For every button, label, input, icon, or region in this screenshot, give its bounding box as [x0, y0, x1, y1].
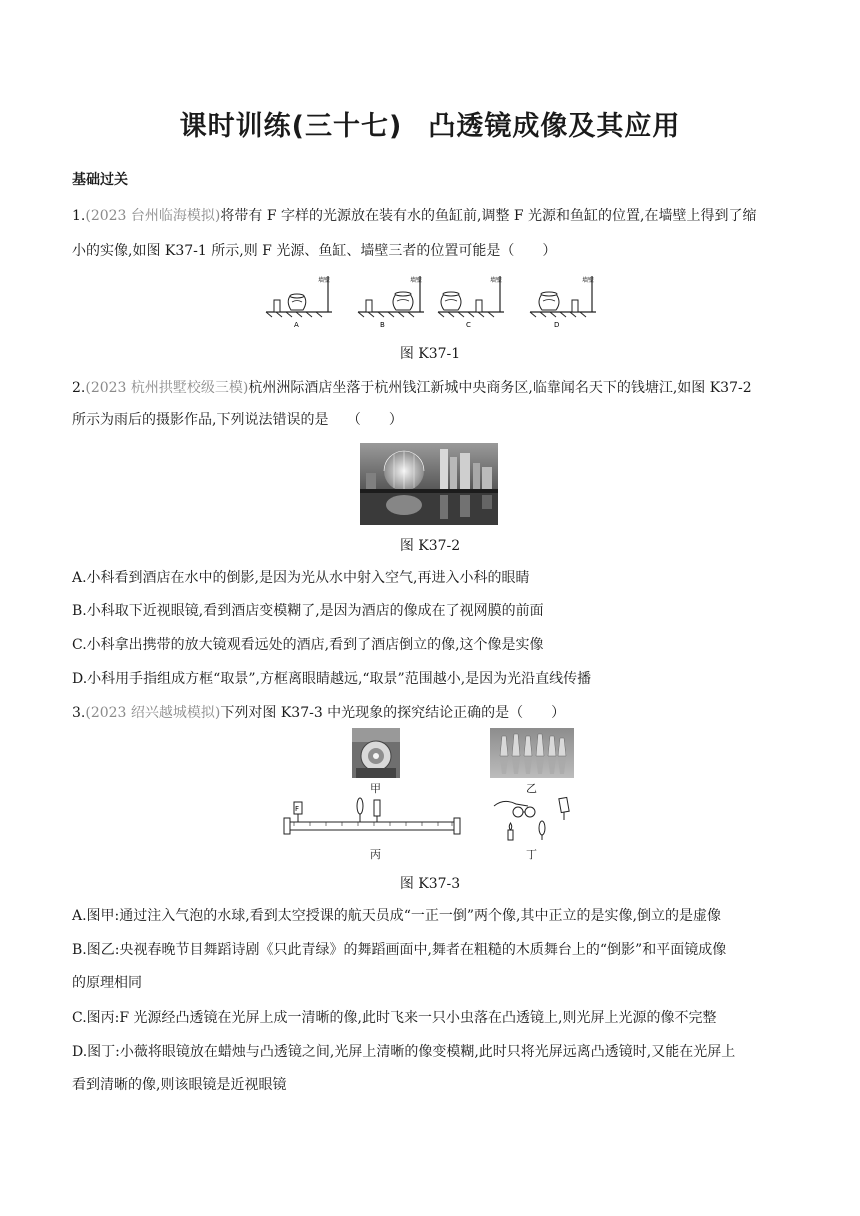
- figure-k37-1-caption: 图 K37-1: [399, 346, 461, 362]
- q2-source: (2023 杭州拱墅校级三模): [85, 380, 249, 396]
- fig1-label-d: D: [554, 321, 560, 329]
- figure-k37-2-photo: [360, 443, 498, 525]
- q3-option-b: B.图乙:央视春晚节目舞蹈诗剧《只此青绿》的舞蹈画面中,舞者在粗糙的木质舞台上的“倒影”和平面镜成像: [72, 942, 727, 958]
- q1-line1: [72, 206, 757, 226]
- page-title: [0, 104, 860, 143]
- q3-option-a: A.图甲:通过注入气泡的水球,看到太空授课的航天员成“一正一倒”两个像,其中正立的是实像,倒立的是虚像: [72, 908, 721, 924]
- title-main: 课时训练(三十七): [179, 111, 403, 142]
- section-heading: 基础过关: [72, 172, 128, 188]
- q2-option-c: C.小科拿出携带的放大镜观看远处的酒店,看到了酒店倒立的像,这个像是实像: [72, 637, 544, 653]
- q2-option-a: A.小科看到酒店在水中的倒影,是因为光从水中射入空气,再进入小科的眼睛: [72, 570, 530, 586]
- svg-text:F: F: [295, 805, 300, 813]
- q2-line2: 所示为雨后的摄影作品,下列说法错误的是 （ ）: [72, 412, 403, 428]
- fig3-label-bing: 丙: [370, 848, 381, 861]
- fig3-label-jia: 甲: [370, 782, 381, 795]
- q2-number: 2.: [72, 380, 86, 396]
- q3-option-c: C.图丙:F 光源经凸透镜在光屏上成一清晰的像,此时飞来一只小虫落在凸透镜上,则光屏上光源的像不完整: [72, 1010, 717, 1026]
- svg-text:墙壁: 墙壁: [582, 277, 595, 284]
- q3-number: 3.: [72, 705, 86, 721]
- q2-option-b: B.小科取下近视眼镜,看到酒店变模糊了,是因为酒店的像成在了视网膜的前面: [72, 603, 544, 619]
- fig3-photo-yi: [490, 728, 574, 778]
- fig1-option-a-diagram: [264, 270, 336, 332]
- fig3-candle-glasses: [488, 792, 578, 844]
- fig1-option-c-diagram: [436, 270, 508, 332]
- fig1-option-d-diagram: [528, 270, 600, 332]
- svg-text:墙壁: 墙壁: [490, 277, 503, 284]
- q3-text1: 下列对图 K37-3 中光现象的探究结论正确的是（ ）: [220, 705, 566, 721]
- fig3-photo-jia: [352, 728, 400, 778]
- q3-option-d: D.图丁:小薇将眼镜放在蜡烛与凸透镜之间,光屏上清晰的像变模糊,此时只将光屏远离凸透镜时,又能在光屏上: [72, 1044, 736, 1060]
- q2-line1: [72, 378, 752, 398]
- fig3-label-ding: 丁: [526, 848, 537, 861]
- q3-line1: [72, 703, 565, 723]
- title-sub: 凸透镜成像及其应用: [428, 111, 681, 142]
- figure-k37-1: [264, 270, 600, 332]
- fig1-label-a: A: [294, 321, 299, 329]
- q3-option-b-cont: 的原理相同: [72, 975, 142, 991]
- q3-source: (2023 绍兴越城模拟): [85, 705, 221, 721]
- q2-option-d: D.小科用手指组成方框“取景”,方框离眼睛越远,“取景”范围越小,是因为光沿直线传播: [72, 671, 592, 687]
- fig3-optical-bench: [280, 794, 466, 840]
- q2-text1: 杭州洲际酒店坐落于杭州钱江新城中央商务区,临靠闻名天下的钱塘江,如图 K37-2: [248, 380, 752, 396]
- figure-k37-3-caption: 图 K37-3: [399, 876, 461, 892]
- q1-text1: 将带有 F 字样的光源放在装有水的鱼缸前,调整 F 光源和鱼缸的位置,在墙壁上得到了缩: [220, 208, 757, 224]
- q1-source: (2023 台州临海模拟): [85, 208, 221, 224]
- figure-k37-2-caption: 图 K37-2: [399, 538, 461, 554]
- q3-option-d-cont: 看到清晰的像,则该眼镜是近视眼镜: [72, 1077, 287, 1093]
- fig1-label-b: B: [380, 321, 385, 329]
- figure-k37-3: [280, 728, 580, 862]
- q1-number: 1.: [72, 208, 86, 224]
- fig1-label-c: C: [466, 321, 471, 329]
- fig3-label-yi: 乙: [526, 782, 537, 795]
- svg-text:墙壁: 墙壁: [318, 277, 331, 284]
- q1-line2: 小的实像,如图 K37-1 所示,则 F 光源、鱼缸、墙壁三者的位置可能是（ ）: [72, 243, 557, 259]
- svg-text:墙壁: 墙壁: [410, 277, 423, 284]
- fig1-option-b-diagram: [356, 270, 428, 332]
